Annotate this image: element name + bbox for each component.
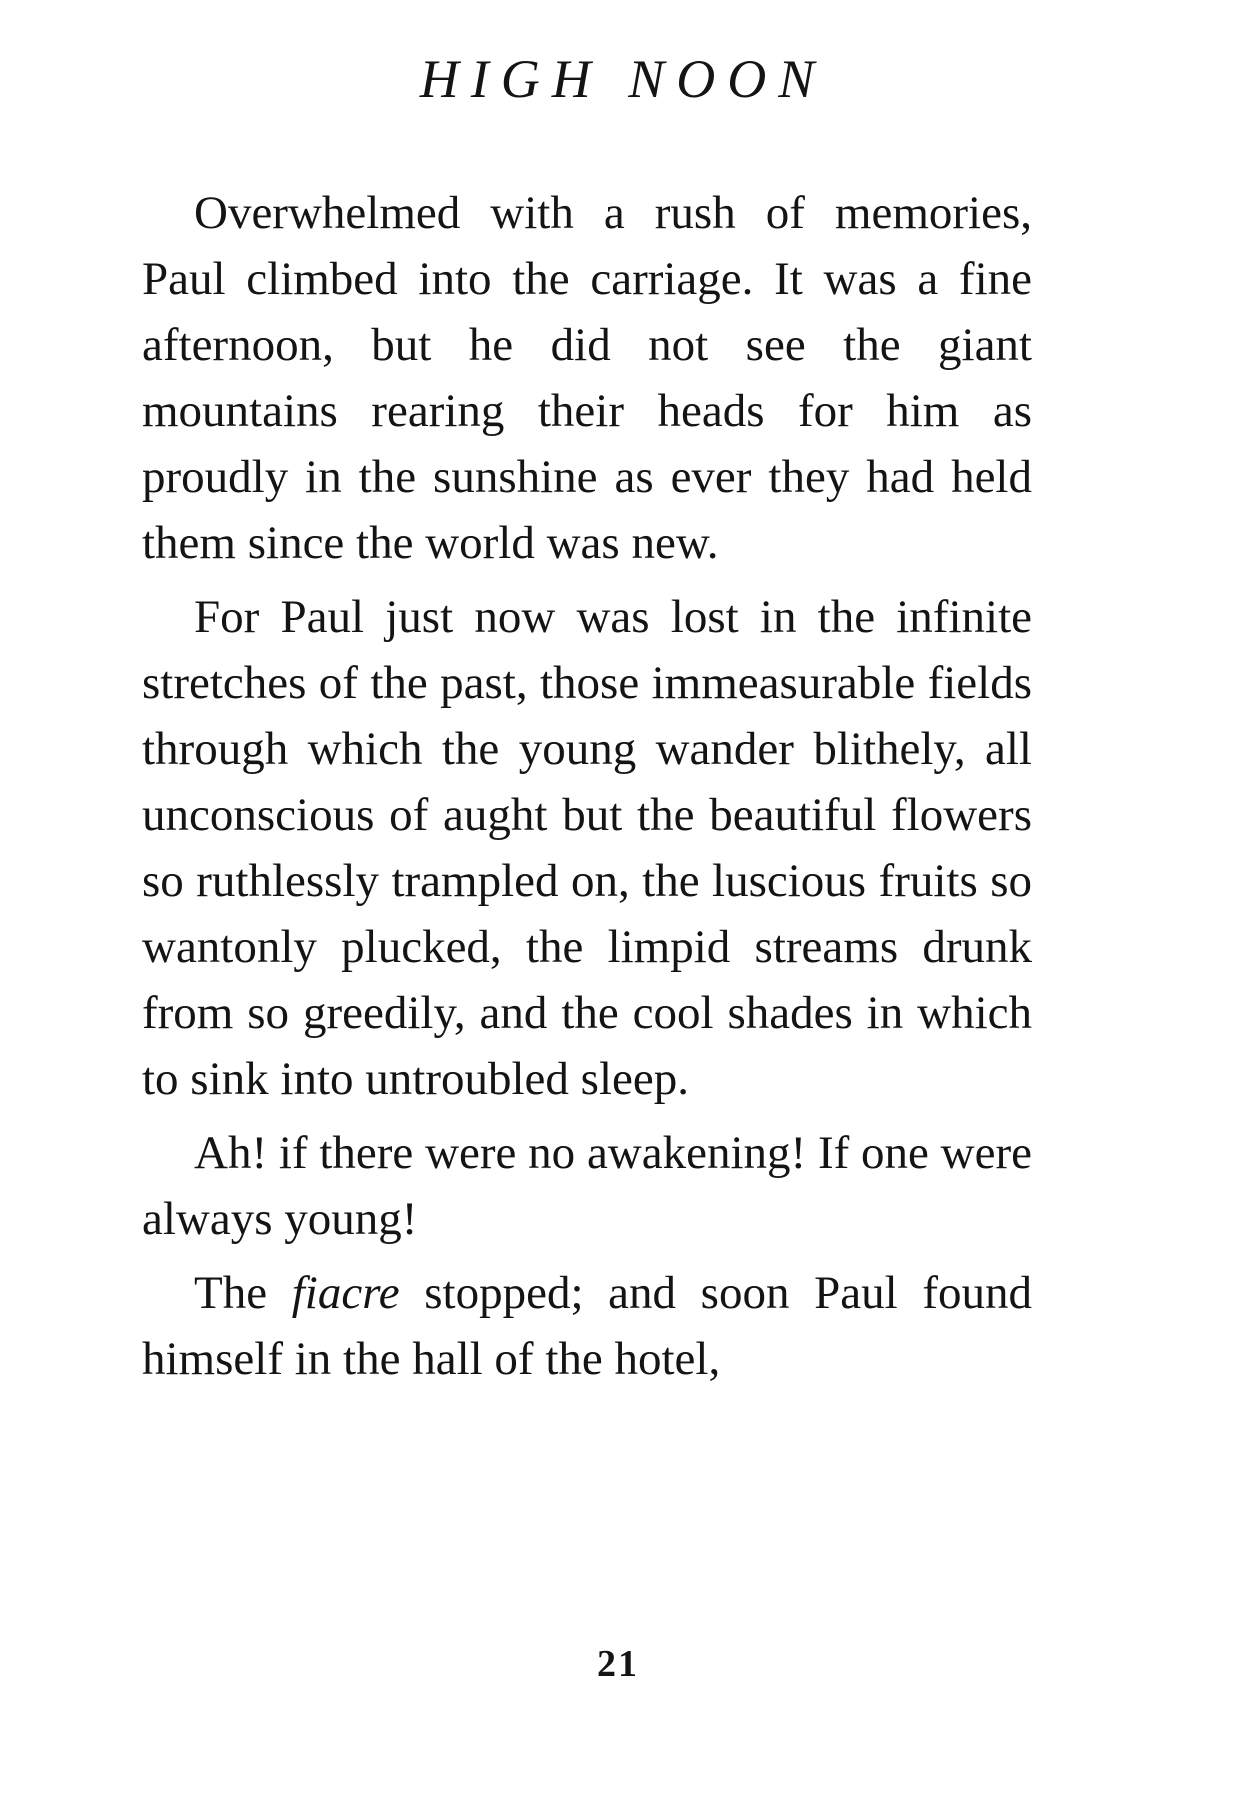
page-number: 21 [597,1643,639,1685]
body-text [142,180,1032,1392]
paragraph-4-lead: The [194,1267,292,1319]
italic-fiacre: fiacre [291,1267,400,1319]
paragraph-3: Ah! if there were no awakening! If one were always young! [142,1127,1032,1245]
paragraph-4 [142,1260,1032,1392]
paragraph-2: For Paul just now was lost in the infinite stretches of the past, those immeasurable fields through which the young wander blithely, all unconscious of aught but the beautiful flowers so ruthlessly trampled on, the luscious fruits so wantonly plucked, the limpid streams drunk from so greedily, and the cool shades in which to sink into untroubled sleep. [142,591,1032,1105]
running-head: HIGH NOON [419,49,827,109]
paragraph-1: Overwhelmed with a rush of memories, Paul climbed into the carriage. It was a fine afternoon, but he did not see the giant mountains rearing their heads for him as proudly in the sunshine as ever they had held them since the world was new. [142,187,1032,569]
paragraph-4-rest: stopped; and soon Paul found himself in the hall of the hotel, [142,1267,1032,1385]
